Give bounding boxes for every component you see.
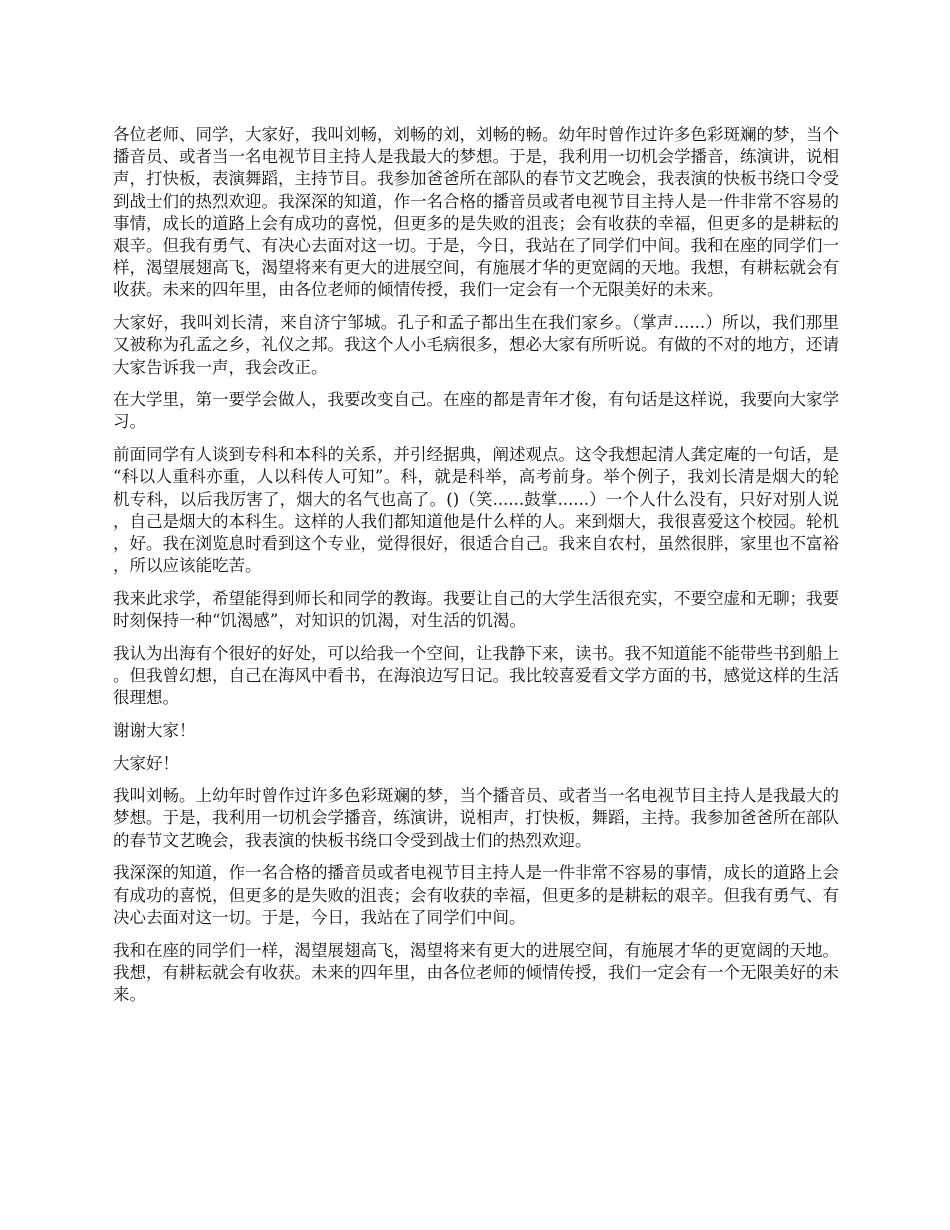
paragraph: 谢谢大家！ (113, 720, 196, 740)
paragraph: 在大学里，第一要学会做人，我要改变自己。在座的都是青年才俊，有句话是这样说，我要向大家学习。 (113, 390, 839, 432)
paragraph: 我叫刘畅。上幼年时曾作过许多色彩斑斓的梦，当个播音员、或者当一名电视节目主持人是我最大的梦想。于是，我利用一切机会学播音，练演讲，说相声，打快板，舞蹈，主持。我参加爸爸所在部队的春节文艺晚会，我表演的快板书绕口令受到战士们的热烈欢迎。 (113, 786, 839, 850)
paragraph: 我和在座的同学们一样，渴望展翅高飞，渴望将来有更大的进展空间，有施展才华的更宽阔的天地。我想，有耕耘就会有收获。未来的四年里，由各位老师的倾情传授，我们一定会有一个无限美好的未来。 (113, 940, 839, 1004)
paragraph: 各位老师、同学，大家好，我叫刘畅，刘畅的刘，刘畅的畅。幼年时曾作过许多色彩斑斓的梦，当个播音员、或者当一名电视节目主持人是我最大的梦想。于是，我利用一切机会学播音，练演讲，说相声，打快板，表演舞蹈，主持节目。我参加爸爸所在部队的春节文艺晚会，我表演的快板书绕口令受到战士们的热烈欢迎。我深深的知道，作一名合格的播音员或者电视节目主持人是一件非常不容易的事情，成长的道路上会有成功的喜悦，但更多的是失败的沮丧；会有收获的幸福，但更多的是耕耘的艰辛。但我有勇气、有决心去面对这一切。于是，今日，我站在了同学们中间。我和在座的同学们一样，渴望展翅高飞，渴望将来有更大的进展空间，有施展才华的更宽阔的天地。我想，有耕耘就会有收获。未来的四年里，由各位老师的倾情传授，我们一定会有一个无限美好的未来。 (113, 125, 839, 300)
paragraph: 大家好！ (113, 753, 179, 773)
paragraph: 我深深的知道，作一名合格的播音员或者电视节目主持人是一件非常不容易的事情，成长的道路上会有成功的喜悦，但更多的是失败的沮丧；会有收获的幸福，但更多的是耕耘的艰辛。但我有勇气、有决心去面对这一切。于是，今日，我站在了同学们中间。 (113, 863, 839, 927)
document-body (113, 124, 839, 1017)
paragraph: 前面同学有人谈到专科和本科的关系，并引经据典，阐述观点。这令我想起清人龚定庵的一句话，是“科以人重科亦重，人以科传人可知”。科，就是科举，高考前身。举个例子，我刘长清是烟大的轮机专科，以后我厉害了，烟大的名气也高了。()（笑......鼓掌......）一个人什么没有，只好对别人说，自己是烟大的本科生。这样的人我们都知道他是什么样的人。来到烟大，我很喜爱这个校园。轮机，好。我在浏览息时看到这个专业，觉得很好，很适合自己。我来自农村，虽然很胖，家里也不富裕，所以应该能吃苦。 (113, 445, 839, 576)
paragraph: 我来此求学，希望能得到师长和同学的教诲。我要让自己的大学生活很充实，不要空虚和无聊；我要时刻保持一种“饥渴感”，对知识的饥渴，对生活的饥渴。 (113, 588, 839, 631)
paragraph: 大家好，我叫刘长清，来自济宁邹城。孔子和孟子都出生在我们家乡。（掌声......）所以，我们那里又被称为孔孟之乡，礼仪之邦。我这个人小毛病很多，想必大家有所听说。有做的不对的地方，还请大家告诉我一声，我会改正。 (113, 313, 839, 377)
paragraph: 我认为出海有个很好的好处，可以给我一个空间，让我静下来，读书。我不知道能不能带些书到船上。但我曾幻想，自己在海风中看书，在海浪边写日记。我比较喜爱看文学方面的书，感觉这样的生活很理想。 (113, 643, 839, 708)
